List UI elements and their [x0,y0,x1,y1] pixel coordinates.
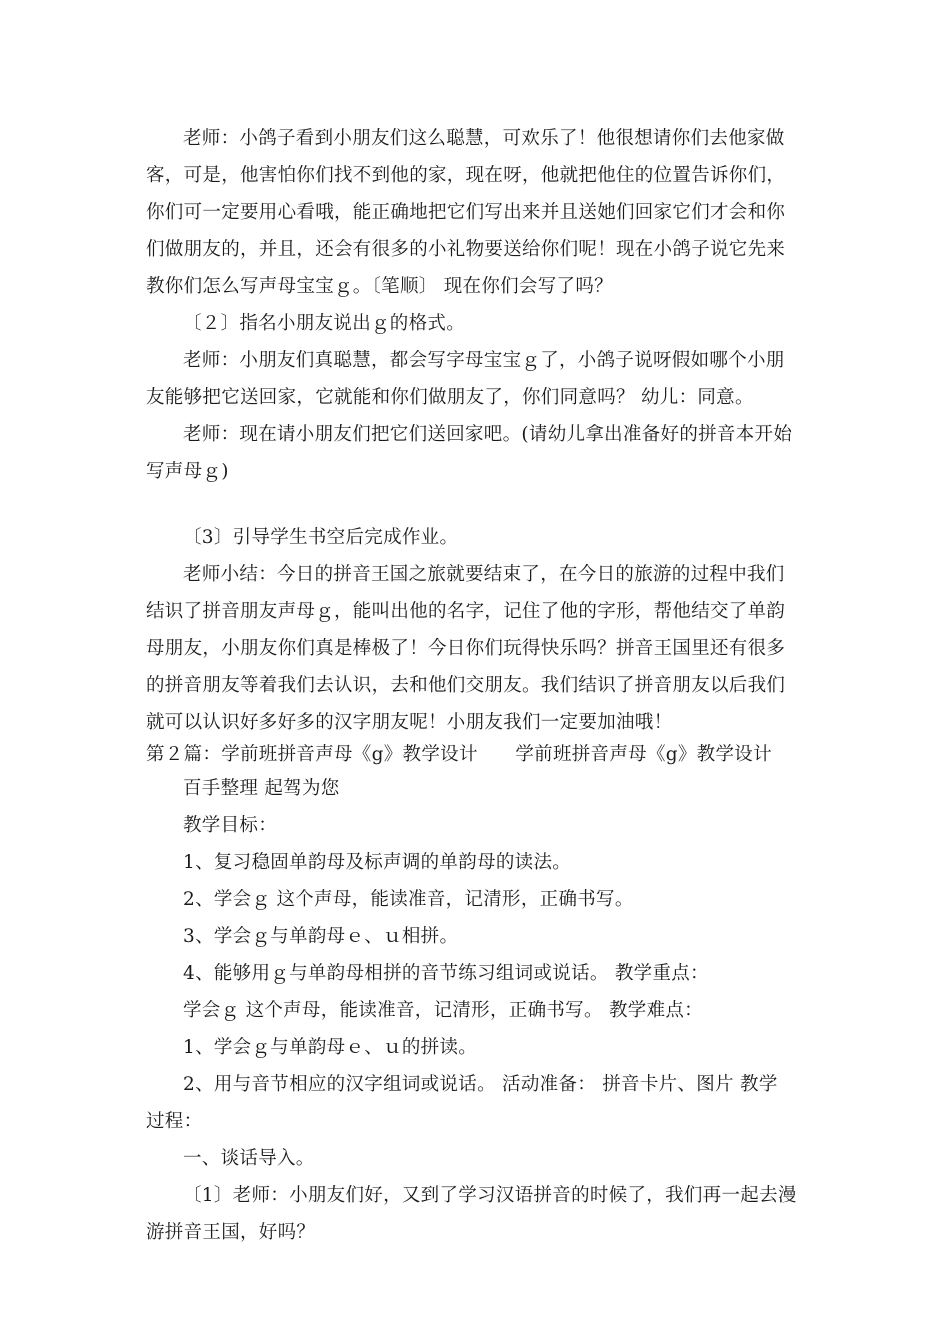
paragraph-line: 1、复习稳固单韵母及标声调的单韵母的读法。 [183,852,572,873]
paragraph-line: 们做朋友的，并且，还会有很多的小礼物要送给你们呢！现在小鸽子说它先来 [146,239,786,260]
paragraph-line: 〔２〕指名小朋友说出ｇ的格式。 [183,313,466,334]
paragraph-line: 母朋友，小朋友你们真是棒极了！今日你们玩得快乐吗？拼音王国里还有很多 [146,638,786,659]
section-title: 第２篇：学前班拼音声母《g》教学设计 学前班拼音声母《g》教学设计 [146,744,772,765]
paragraph-line: 老师小结：今日的拼音王国之旅就要结束了，在今日的旅游的过程中我们 [183,564,785,585]
paragraph-line: 你们可一定要用心看哦，能正确地把它们写出来并且送她们回家它们才会和你 [146,202,786,223]
paragraph-line: 4、能够用ｇ与单韵母相拼的音节练习组词或说话。 教学重点： [183,963,709,984]
paragraph-line: 学会ｇ 这个声母，能读准音，记清形，正确书写。 教学难点： [183,1000,703,1021]
paragraph-line: 老师：小朋友们真聪慧，都会写字母宝宝ｇ了，小鸽子说呀假如哪个小朋 [183,350,785,371]
paragraph-line: 2、学会ｇ 这个声母，能读准音，记清形，正确书写。 [183,889,634,910]
paragraph-line: 友能够把它送回家，它就能和你们做朋友了，你们同意吗？ 幼儿：同意。 [146,387,754,408]
paragraph-line: 写声母ｇ) [146,461,229,482]
paragraph-line: 教你们怎么写声母宝宝ｇ。〔笔顺〕 现在你们会写了吗？ [146,276,613,297]
paragraph-line: 教学目标： [183,815,278,836]
paragraph-line: 一、谈话导入。 [183,1148,315,1169]
paragraph-line: 3、学会ｇ与单韵母ｅ、ｕ相拼。 [183,926,459,947]
paragraph-line: 1、学会ｇ与单韵母ｅ、ｕ的拼读。 [183,1037,478,1058]
paragraph-line: 2、用与音节相应的汉字组词或说话。 活动准备： 拼音卡片、图片 教学 [183,1074,778,1095]
paragraph-line: 〔1〕老师：小朋友们好，又到了学习汉语拼音的时候了，我们再一起去漫 [183,1185,797,1206]
paragraph-line: 老师：现在请小朋友们把它们送回家吧。(请幼儿拿出准备好的拼音本开始 [183,424,793,445]
paragraph-line: 百手整理 起驾为您 [183,778,340,799]
paragraph-line: 就可以认识好多好多的汉字朋友呢！小朋友我们一定要加油哦！ [146,712,673,733]
paragraph-line: 〔3〕引导学生书空后完成作业。 [183,527,459,548]
paragraph-line: 结识了拼音朋友声母ｇ，能叫出他的名字，记住了他的字形，帮他结交了单韵 [146,601,786,622]
paragraph-line: 老师：小鸽子看到小朋友们这么聪慧，可欢乐了！他很想请你们去他家做 [183,128,785,149]
paragraph-line: 游拼音王国，好吗？ [146,1222,316,1243]
paragraph-line: 客，可是，他害怕你们找不到他的家，现在呀，他就把他住的位置告诉你们， [146,165,786,186]
paragraph-line: 的拼音朋友等着我们去认识，去和他们交朋友。我们结识了拼音朋友以后我们 [146,675,786,696]
paragraph-line: 过程： [146,1111,203,1132]
